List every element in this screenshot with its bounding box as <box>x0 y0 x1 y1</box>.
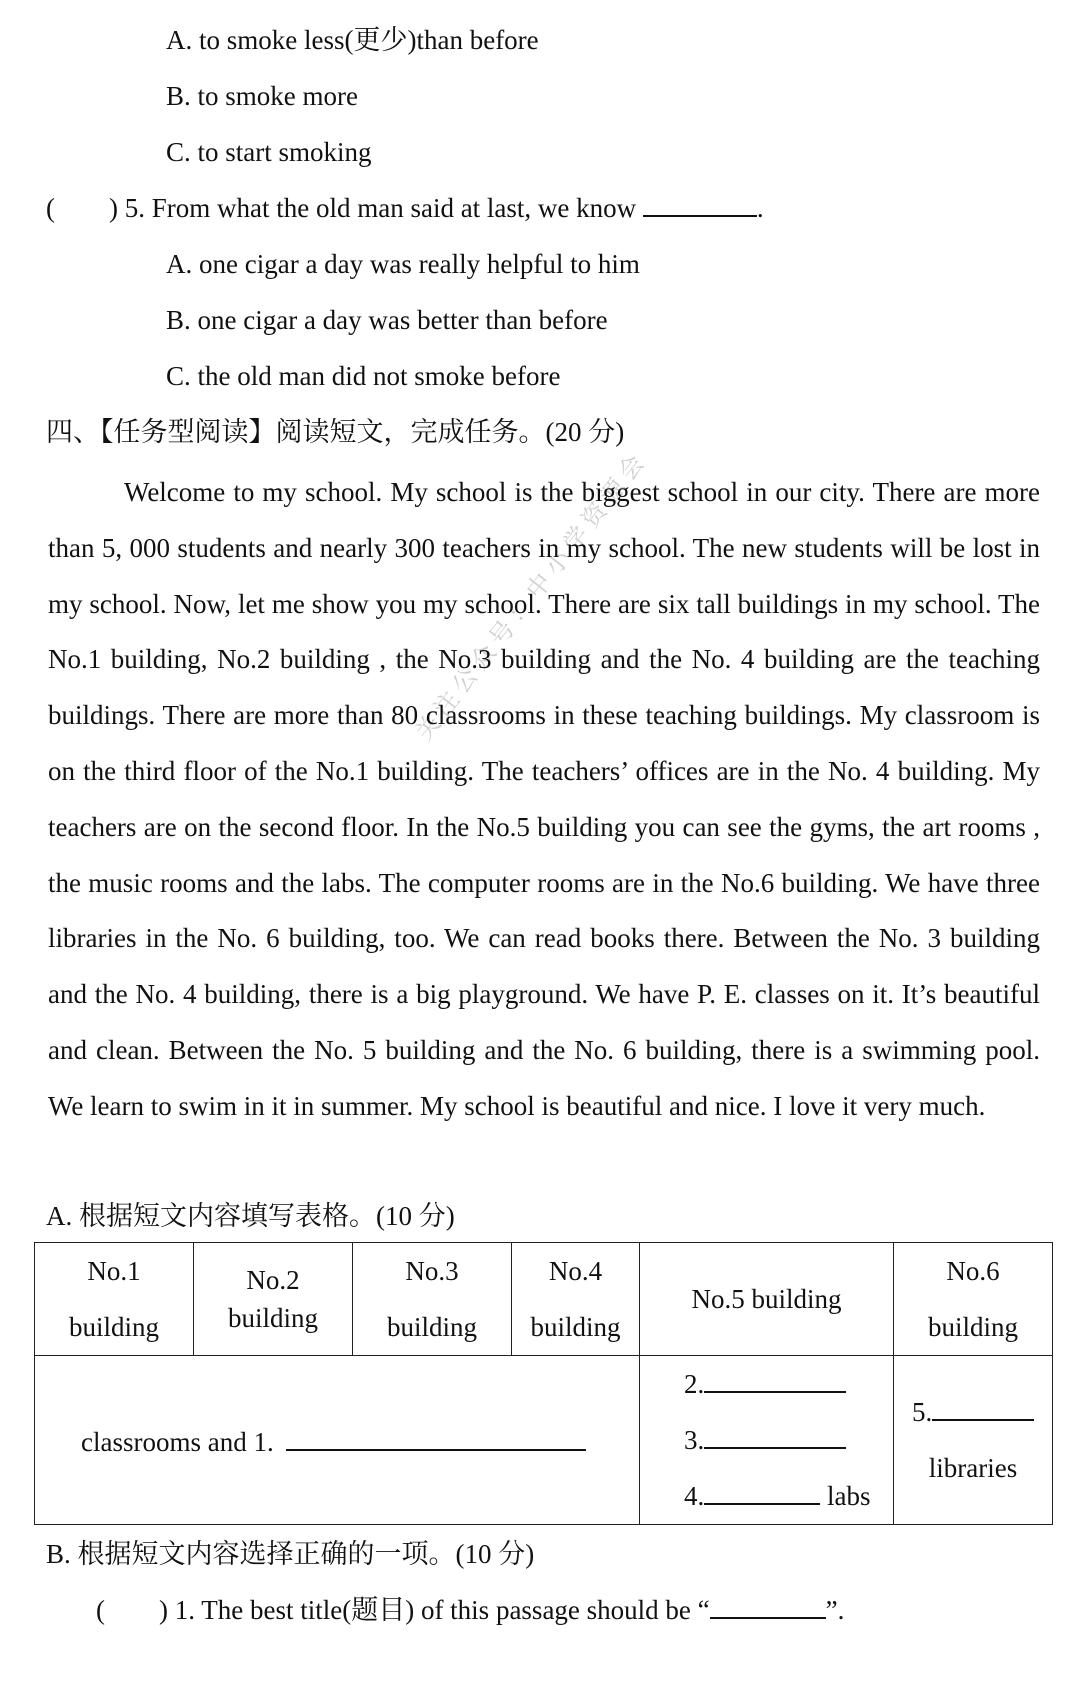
q4-option-c: C. to start smoking <box>166 137 372 167</box>
q5-end: . <box>756 193 764 223</box>
answer-paren: ( ) <box>46 193 118 223</box>
q4-option-b: B. to smoke more <box>166 81 358 111</box>
fill-in-table <box>34 1242 1053 1525</box>
no6-building-cell <box>894 1356 1053 1525</box>
watermark: 关注公众号：中小学资源会 <box>409 445 654 746</box>
partb-question-1 <box>96 1590 844 1630</box>
teaching-buildings-cell <box>35 1356 640 1525</box>
fill1-label: classrooms and 1. <box>81 1426 274 1457</box>
fill4-blank[interactable] <box>704 1477 820 1505</box>
q5-stem: 5. From what the old man said at last, we know <box>124 193 637 223</box>
fill5-label: 5. <box>912 1397 933 1427</box>
header-no1: No.1 building <box>35 1243 194 1356</box>
reading-passage <box>48 465 1040 1135</box>
fill5-blank[interactable] <box>932 1393 1034 1421</box>
part-a-heading: A. 根据短文内容填写表格。(10 分) <box>46 1201 455 1231</box>
part-b-heading: B. 根据短文内容选择正确的一项。(10 分) <box>46 1539 535 1569</box>
passage-text: Welcome to my school. My school is the biggest school in our city. There are more than 5, 000 students and nearly 300 teachers in my school. The new students will be lost in my school. Now, let me show you my school. There are six tall buildings in my school. The No.1 building, No.2 building , the No.3 building and the No. 4 building are the teaching buildings. There are more than 80 classrooms in these teaching buildings. My classroom is on the third floor of the No.1 building. The teachers’ offices are in the No. 4 building. My teachers are on the second floor. In the No.5 building you can see the gyms, the art rooms , the music rooms and the labs. The computer rooms are in the No.6 building. We have three libraries in the No. 6 building, too. We can read books there. Between the No. 3 building and the No. 4 building, there is a big playground. We have P. E. classes on it. It’s beautiful and clean. Between the No. 5 building and the No. 6 building, there is a swimming pool. We learn to swim in it in summer. My school is beautiful and nice. I love it very much. <box>48 477 1040 1121</box>
answer-paren: ( ) <box>96 1595 168 1625</box>
fill2-label: 2. <box>684 1369 705 1399</box>
header-no6: No.6 building <box>894 1243 1053 1356</box>
header-no5: No.5 building <box>640 1243 894 1356</box>
q4-option-a: A. to smoke less(更少)than before <box>166 25 539 55</box>
fill3-label: 3. <box>684 1425 705 1455</box>
header-no3: No.3 building <box>353 1243 512 1356</box>
partb-q1-stem: 1. The best title(题目) of this passage should be “ <box>174 1595 710 1625</box>
q5-option-b: B. one cigar a day was better than before <box>166 305 608 335</box>
fill2-blank[interactable] <box>704 1365 846 1393</box>
partb-q1-end: ”. <box>825 1595 845 1625</box>
fill4-suffix: labs <box>827 1481 871 1511</box>
header-no2: No.2 building <box>194 1243 353 1356</box>
q5-option-a: A. one cigar a day was really helpful to him <box>166 249 640 279</box>
fill4-label: 4. <box>684 1481 705 1511</box>
answer-blank[interactable] <box>643 189 757 217</box>
q5-option-c: C. the old man did not smoke before <box>166 361 561 391</box>
q5-question <box>46 188 764 228</box>
header-no4: No.4 building <box>512 1243 640 1356</box>
no5-building-cell <box>640 1356 894 1525</box>
section-heading: 四、【任务型阅读】阅读短文，完成任务。(20 分) <box>46 417 625 447</box>
fill3-blank[interactable] <box>704 1421 846 1449</box>
fill5-suffix: libraries <box>928 1453 1018 1483</box>
fill1-blank[interactable] <box>286 1423 586 1451</box>
answer-blank[interactable] <box>710 1591 826 1619</box>
